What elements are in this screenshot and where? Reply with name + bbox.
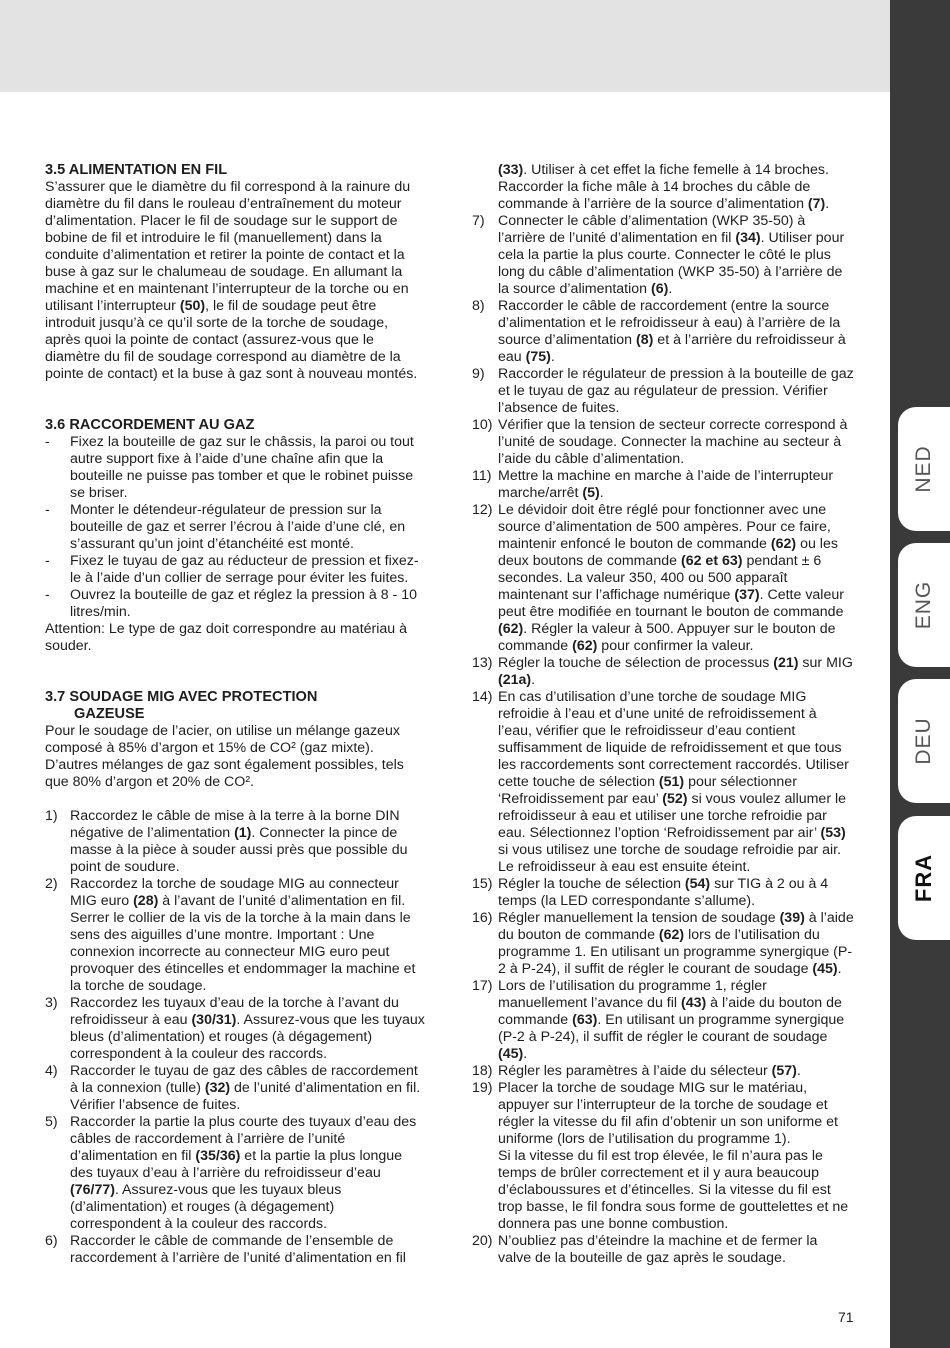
list-item: 7) Connecter le câble d’alimentation (WKP 35-50) à l’arrière de l’unité d’alimentation en fil (34). Utiliser pour cela la partie la plus courte. Connecter le côté le plus long du câble d’alimentation (WKP 35-50) à l’arrière de la source d’alimentation (6). bbox=[472, 213, 845, 297]
list-item: 16) Régler manuellement la tension de soudage (39) à l’aide du bouton de commande (62) lors de l’utilisation du programme 1. En utilisant un programme synergique (P-2 à P-24), il suffit de régler le courant de soudage (45). bbox=[472, 910, 854, 977]
header-band bbox=[0, 0, 890, 92]
list-item: - Ouvrez la bouteille de gaz et réglez la pression à 8 - 10 litres/min. bbox=[45, 587, 425, 621]
tab-label: DEU bbox=[912, 717, 935, 765]
tab-ned[interactable] bbox=[898, 407, 950, 531]
left-column bbox=[45, 162, 425, 1267]
steps-list-right bbox=[472, 162, 854, 1267]
tab-fra[interactable] bbox=[898, 816, 950, 940]
list-item: 17) Lors de l’utilisation du programme 1, régler manuellement l’avance du fil (43) à l’aide du bouton de commande (63). En utilisant un programme synergique (P-2 à P-24), il suffit de régler le courant de soudage (45). bbox=[472, 978, 845, 1062]
section-title: 3.6 RACCORDEMENT AU GAZ bbox=[45, 417, 255, 433]
list-item: 10) Vérifier que la tension de secteur correcte correspond à l’unité de soudage. Connecter la machine au secteur à l’aide du câble d’alimentation. bbox=[472, 417, 848, 467]
steps-list-left bbox=[45, 808, 425, 1267]
list-item: 3) Raccordez les tuyaux d’eau de la torche à l’avant du refroidisseur à eau (30/31). Assurez-vous que les tuyaux bleus (d’alimentation) et rouges (à dégagement) correspondent à la couleur des raccords. bbox=[45, 995, 425, 1062]
page-number: 71 bbox=[838, 1309, 854, 1325]
gas-connection-list bbox=[45, 434, 425, 621]
attention-note: Attention: Le type de gaz doit correspondre au matériau à souder. bbox=[45, 621, 408, 654]
list-item: 2) Raccordez la torche de soudage MIG au connecteur MIG euro (28) à l’avant de l’unité d’alimentation en fil. Serrer le collier de la vis de la torche à la main dans le sens des aiguilles d’une montre. Important : Une connexion incorrecte au connecteur MIG euro peut provoquer des étincelles et endommager la machine et la torche de soudage. bbox=[45, 876, 416, 994]
list-item: 18) Régler les paramètres à l’aide du sélecteur (57). bbox=[472, 1063, 801, 1079]
list-item: 4) Raccorder le tuyau de gaz des câbles de raccordement à la connexion (tulle) (32) de l’unité d’alimentation en fil. Vérifier l’absence de fuites. bbox=[45, 1063, 421, 1113]
section-paragraph: Pour le soudage de l’acier, on utilise un mélange gazeux composé à 85% d’argon et 15% de CO² (gaz mixte). D’autres mélanges de gaz sont également possibles, tels que 80% d’argon et 20% de CO². bbox=[45, 723, 404, 790]
section-title: 3.5 ALIMENTATION EN FIL bbox=[45, 162, 228, 178]
list-item: 6) Raccorder le câble de commande de l’ensemble de raccordement à l’arrière de l’unité d’alimentation en fil bbox=[45, 1233, 406, 1266]
section-paragraph: S’assurer que le diamètre du fil correspond à la rainure du diamètre du fil dans le rouleau d’entraînement du moteur d’alimentation. Placer le fil de soudage sur le support de bobine de fil et introduire le fil (manuellement) dans la conduite d’alimentation et retirer la pointe de contact et la buse à gaz sur le chalumeau de soudage. En allumant la machine et en maintenant l’interrupteur de la torche ou en utilisant l’interrupteur (50), le fil de soudage peut être introduit jusqu’à ce qu’il sorte de la torche de soudage, après quoi la pointe de contact (assurez-vous que le diamètre du fil de soudage correspond au diamètre de la pointe de contact) et la buse à gaz sont à nouveau montés. bbox=[45, 179, 418, 382]
list-item: - Fixez la bouteille de gaz sur le châssis, la paroi ou tout autre support fixe à l’aide d’une chaîne afin que la bouteille ne puisse pas tomber et que le robinet puisse se briser. bbox=[45, 434, 425, 502]
list-item: 19) Placer la torche de soudage MIG sur le matériau, appuyer sur l’interrupteur de la torche de soudage et régler la vitesse du fil afin d’obtenir un son uniforme et uniforme (lors de l’utilisation du programme 1). Si la vitesse du fil est trop élevée, le fil n’aura pas le temps de brûler correctement et il y aura beaucoup d’éclaboussures et d’étincelles. Si la vitesse du fil est trop basse, le fil fondra sous forme de gouttelettes et ne donnera pas une bonne combustion. bbox=[472, 1080, 849, 1232]
tab-eng[interactable] bbox=[898, 543, 950, 667]
list-item: 9) Raccorder le régulateur de pression à la bouteille de gaz et le tuyau de gaz au régulateur de pression. Vérifier l’absence de fuites. bbox=[472, 366, 854, 416]
list-item: 8) Raccorder le câble de raccordement (entre la source d’alimentation et le refroidisseur à eau) à l’arrière de la source d’alimentation (8) et à l’arrière du refroidisseur à eau (75). bbox=[472, 298, 846, 365]
language-sidebar bbox=[890, 0, 950, 1348]
list-item: 13) Régler la touche de sélection de processus (21) sur MIG (21a). bbox=[472, 655, 853, 688]
list-item: 5) Raccorder la partie la plus courte des tuyaux d’eau des câbles de raccordement à l’arrière de l’unité d’alimentation en fil (35/36) et la partie la plus longue des tuyaux d’eau à l’arrière du refroidisseur d’eau (76/77). Assurez-vous que les tuyaux bleus (d’alimentation) et rouges (à dégagement) correspondent à la couleur des raccords. bbox=[45, 1114, 417, 1232]
list-item: - Fixez le tuyau de gaz au réducteur de pression et fixez-le à l’aide d’un collier de serrage pour éviter les fuites. bbox=[45, 553, 425, 587]
tab-label: FRA bbox=[911, 853, 936, 903]
tab-deu[interactable] bbox=[898, 679, 950, 803]
tab-label: NED bbox=[912, 445, 935, 493]
tab-label: ENG bbox=[912, 580, 935, 630]
right-column bbox=[472, 162, 854, 1267]
list-item: 11) Mettre la machine en marche à l’aide de l’interrupteur marche/arrêt (5). bbox=[472, 468, 834, 501]
list-item: 12) Le dévidoir doit être réglé pour fonctionner avec une source d’alimentation de 500 ampères. Pour ce faire, maintenir enfoncé le bouton de commande (62) ou les deux boutons de commande (62 et 63) pendant ± 6 secondes. La valeur 350, 400 ou 500 apparaît maintenant sur l’affichage numérique (37). Cette valeur peut être modifiée en tournant le bouton de commande (62). Régler la valeur à 500. Appuyer sur le bouton de commande (62) pour confirmer la valeur. bbox=[472, 502, 844, 654]
list-item: - Monter le détendeur-régulateur de pression sur la bouteille de gaz et serrer l’écrou à l’aide d’une clé, en s’assurant qu’un joint d’étanchéité est monté. bbox=[45, 502, 425, 553]
list-item: 20) N’oubliez pas d’éteindre la machine et de fermer la valve de la bouteille de gaz après le soudage. bbox=[472, 1233, 818, 1266]
list-item: 14) En cas d’utilisation d’une torche de soudage MIG refroidie à l’eau et d’une unité de refroidissement à l’eau, vérifier que le refroidisseur d’eau contient suffisamment de liquide de refroidissement et que tous les raccordements sont correctement raccordés. Utiliser cette touche de sélection (51) pour sélectionner ‘Refroidissement par eau’ (52) si vous voulez allumer le refroidisseur à eau et utiliser une torche refroidie par eau. Sélectionnez l’option ‘Refroidissement par air’ (53) si vous utilisez une torche de soudage refroidie par air. Le refroidisseur à eau est ensuite éteint. bbox=[472, 689, 849, 875]
list-item-continuation: (33). Utiliser à cet effet la fiche femelle à 14 broches. Raccorder la fiche mâle à 14 broches du câble de commande à l’arrière de la source d’alimentation (7). bbox=[498, 162, 830, 212]
list-item: 15) Régler la touche de sélection (54) sur TIG à 2 ou à 4 temps (la LED correspondante s’allume). bbox=[472, 876, 829, 909]
list-item: 1) Raccordez le câble de mise à la terre à la borne DIN négative de l’alimentation (1). Connecter la pince de masse à la pièce à souder aussi près que possible du point de soudure. bbox=[45, 808, 408, 875]
section-title: 3.7 SOUDAGE MIG AVEC PROTECTION GAZEUSE bbox=[45, 689, 318, 722]
